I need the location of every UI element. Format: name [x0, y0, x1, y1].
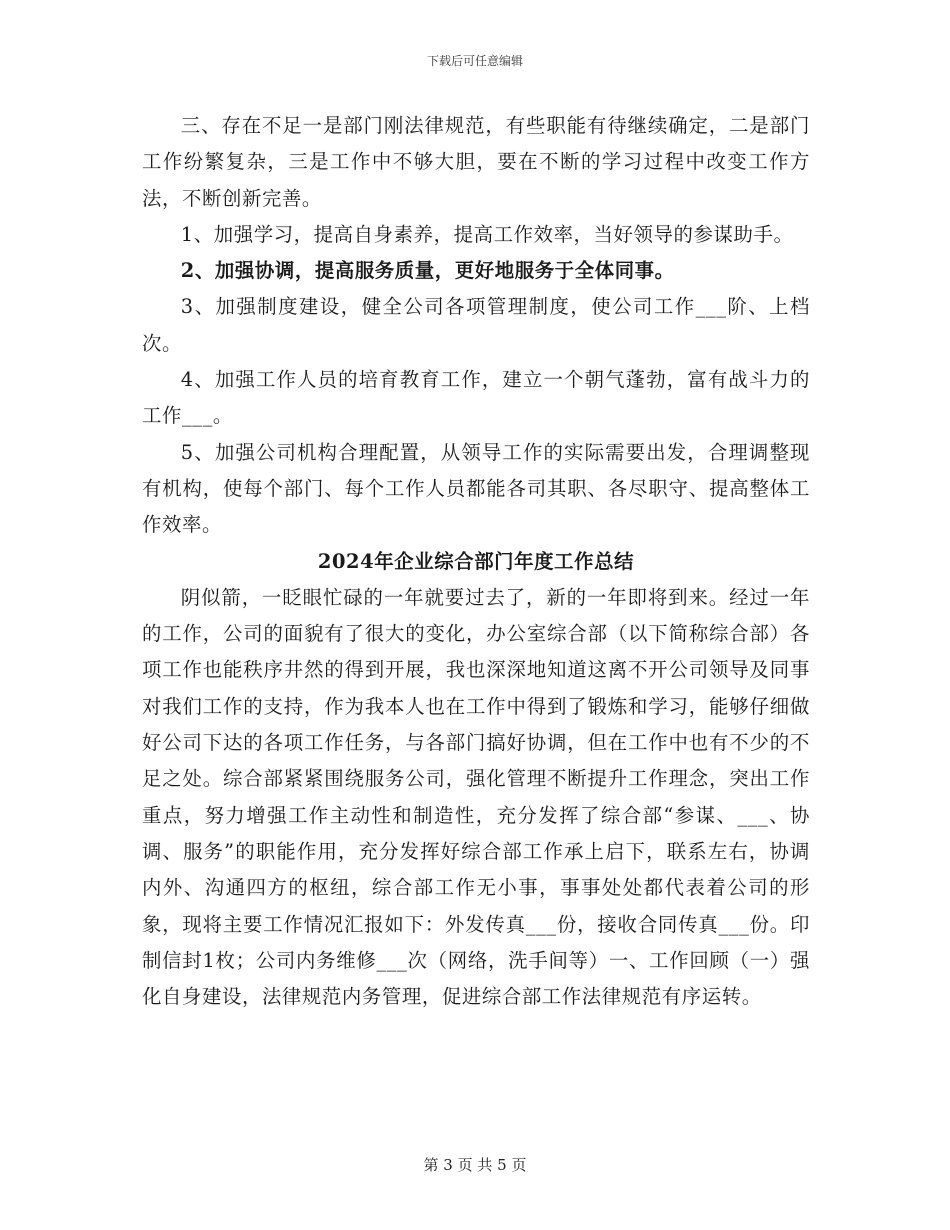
paragraph-item-1: 1、加强学习，提高自身素养，提高工作效率，当好领导的参谋助手。: [180, 222, 794, 246]
paragraph-shortcomings: 三、存在不足一是部门刚法律规范，有些职能有待继续确定，二是部门工作纷繁复杂，三是工作中不够大胆，要在不断的学习过程中改变工作方法，不断创新完善。: [142, 114, 810, 210]
section-title: 2024年企业综合部门年度工作总结: [317, 549, 635, 573]
page-footer: 第 3 页 共 5 页: [423, 1156, 527, 1174]
paragraph-item-5: 5、加强公司机构合理配置，从领导工作的实际需要出发，合理调整现有机构，使每个部门、每个工作人员都能各司其职、各尽职守、提高整体工作效率。: [142, 440, 810, 537]
paragraph-summary: 阴似箭，一眨眼忙碌的一年就要过去了，新的一年即将到来。经过一年的工作，公司的面貌有了很大的变化，办公室综合部（以下简称综合部）各项工作也能秩序井然的得到开展，我也深深地知道这离不开公司领导及同事对我们工作的支持，作为我本人也在工作中得到了锻炼和学习，能够仔细做好公司下达的各项工作任务，与各部门搞好协调，但在工作中也有不少的不足之处。综合部紧紧围绕服务公司，强化管理不断提升工作理念，突出工作重点，努力增强工作主动性和制造性，充分发挥了综合部“参谋、___、协调、服务”的职能作用，充分发挥好综合部工作承上启下，联系左右，协调内外、沟通四方的枢纽，综合部工作无小事，事事处处都代表着公司的形象，现将主要工作情况汇报如下：外发传真___份，接收合同传真___份。印制信封1枚；公司内务维修___次（网络，洗手间等）一、工作回顾（一）强化自身建设，法律规范内务管理，促进综合部工作法律规范有序运转。: [142, 585, 810, 1009]
paragraph-item-3: 3、加强制度建设，健全公司各项管理制度，使公司工作___阶、上档次。: [142, 295, 810, 355]
paragraph-item-4: 4、加强工作人员的培育教育工作，建立一个朝气蓬勃，富有战斗力的工作___。: [142, 368, 810, 428]
page-header: 下载后可任意编辑: [426, 54, 523, 68]
document-body: [142, 108, 810, 1015]
paragraph-item-2: 2、加强协调，提高服务质量，更好地服务于全体同事。: [180, 259, 675, 283]
